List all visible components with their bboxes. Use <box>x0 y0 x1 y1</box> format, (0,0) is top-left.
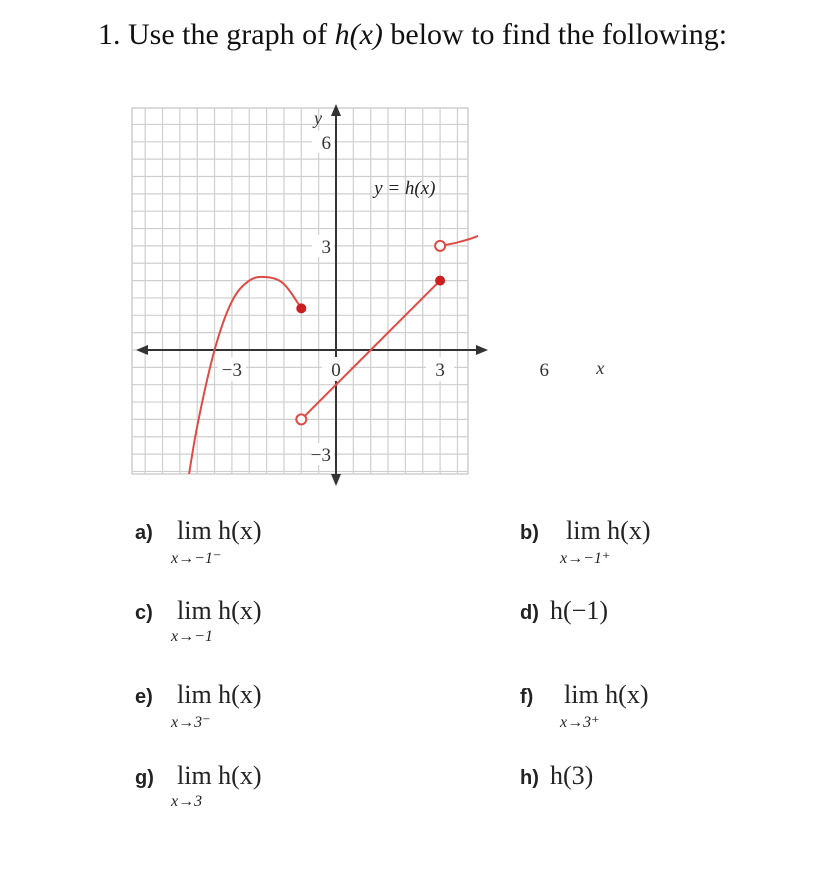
part-c-label: c) <box>135 602 153 624</box>
part-g-subscript: x→3 <box>171 793 203 810</box>
question-text-before: Use the graph of <box>128 18 328 51</box>
part-b-label: b) <box>520 522 539 544</box>
closed-point <box>296 303 306 313</box>
part-d-label: d) <box>520 602 539 624</box>
part-h-expression: h(3) <box>550 761 594 790</box>
part-e-label: e) <box>135 686 153 708</box>
part-b-subscript: x→−1⁺ <box>560 550 611 567</box>
y-tick-label: 6 <box>321 132 331 154</box>
y-tick-label: −3 <box>310 445 331 467</box>
y-axis-arrow-down <box>331 474 341 486</box>
part-b-expression: lim h(x) <box>566 516 651 545</box>
x-tick-label: 6 <box>539 360 549 381</box>
part-f-expression: lim h(x) <box>564 680 649 709</box>
closed-point <box>435 276 445 286</box>
curve-label: y = h(x) <box>374 177 436 199</box>
x-tick-label: 0 <box>331 360 341 381</box>
part-e-expression: lim h(x) <box>177 680 262 709</box>
x-axis-arrow-right <box>476 345 488 355</box>
open-point <box>435 241 445 251</box>
y-axis-label: y <box>314 108 322 128</box>
part-f-subscript: x→3⁺ <box>560 714 600 731</box>
y-tick-label: 3 <box>321 236 331 258</box>
part-h-label: h) <box>520 767 539 789</box>
part-a-subscript: x→−1⁻ <box>171 550 222 567</box>
part-g-expression: lim h(x) <box>177 761 262 790</box>
question-function: h(x) <box>334 18 383 51</box>
function-graph <box>128 100 605 492</box>
part-e-subscript: x→3⁻ <box>171 714 211 731</box>
question-text-after: below to find the following: <box>390 18 728 51</box>
question-number: 1. <box>98 18 121 51</box>
part-c-expression: lim h(x) <box>177 596 262 625</box>
part-f-label: f) <box>520 686 534 708</box>
question-text <box>98 18 798 52</box>
x-axis-label: x <box>596 358 605 378</box>
part-a-expression: lim h(x) <box>177 516 262 545</box>
part-g-label: g) <box>135 767 154 789</box>
open-point <box>296 414 306 424</box>
part-a-label: a) <box>135 522 153 544</box>
part-d-expression: h(−1) <box>550 596 608 625</box>
x-tick-label: 3 <box>435 360 445 381</box>
x-tick-label: −3 <box>221 360 243 381</box>
part-c-subscript: x→−1 <box>171 628 213 645</box>
